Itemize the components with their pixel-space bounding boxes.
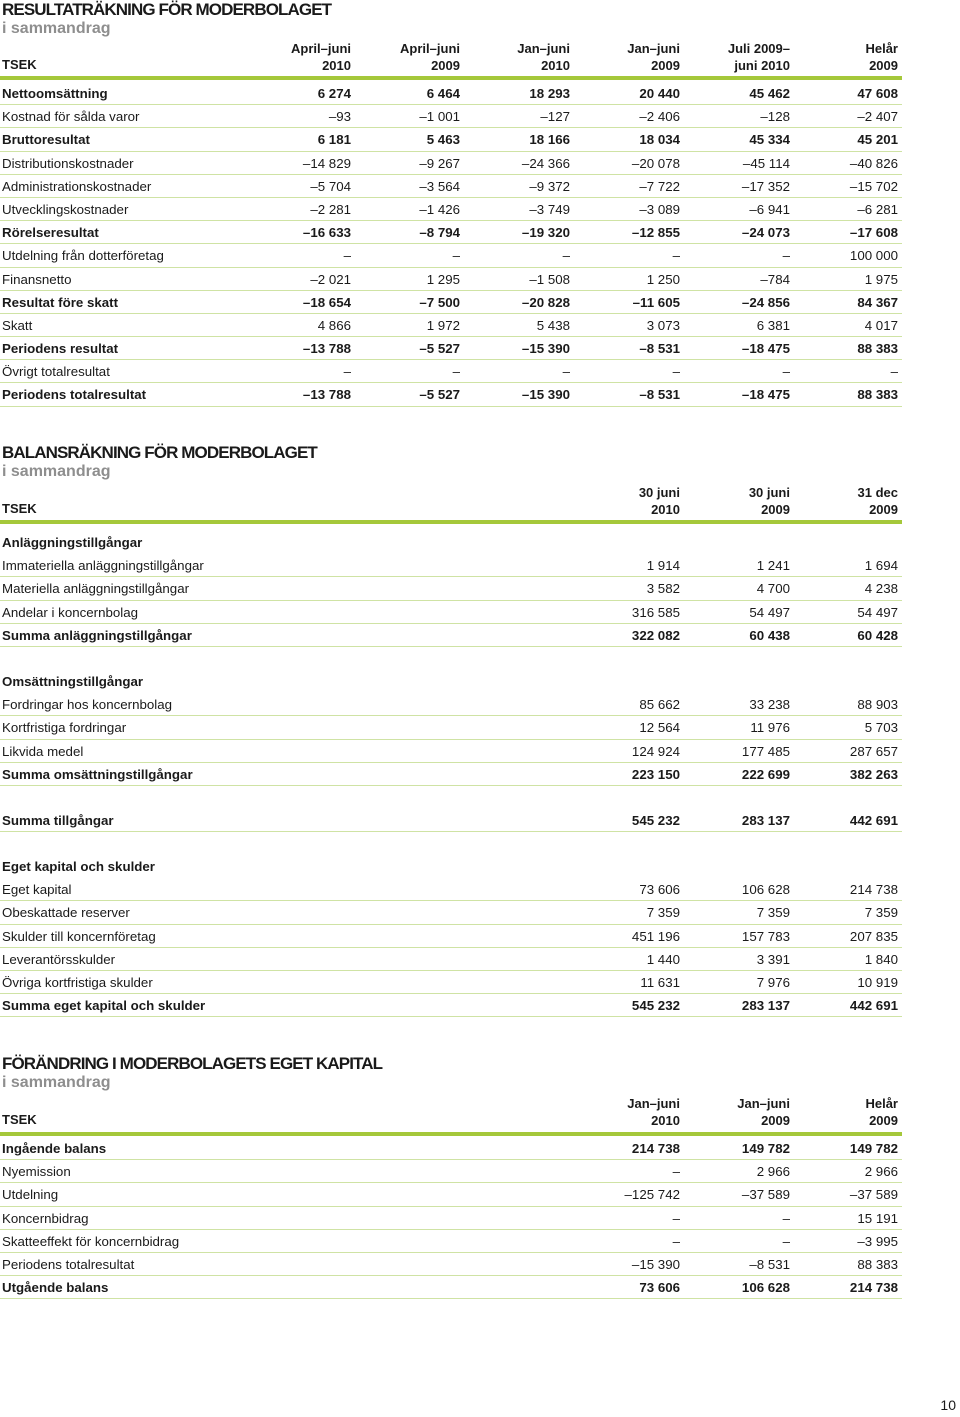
- row-value: 1 975: [864, 271, 898, 287]
- row-label: Rörelseresultat: [2, 225, 99, 241]
- row-value: –93: [328, 109, 351, 125]
- row-value: –15 390: [521, 387, 570, 403]
- column-header-line2: 2009: [869, 1113, 898, 1128]
- row-value: 12 564: [639, 720, 680, 736]
- row-value: –8 794: [419, 225, 460, 241]
- row-value: 124 924: [631, 743, 680, 759]
- row-value: 73 606: [639, 882, 680, 898]
- row-value: 1 241: [756, 558, 790, 574]
- row-label: Utdelning från dotterföretag: [2, 248, 164, 264]
- table-row: [0, 314, 902, 337]
- row-value: –: [782, 1233, 790, 1249]
- table-row: [0, 268, 902, 291]
- row-value: –17 608: [849, 225, 898, 241]
- column-header-line1: Jan–juni: [627, 1096, 680, 1111]
- row-label: Skatt: [2, 317, 33, 333]
- column-header-line2: 2010: [651, 1113, 680, 1128]
- row-value: 88 383: [857, 387, 898, 403]
- row-value: –2 407: [857, 109, 898, 125]
- table-row: [0, 994, 902, 1017]
- row-value: 5 463: [426, 132, 460, 148]
- column-header-2: [350, 40, 460, 74]
- table-row: [0, 577, 902, 600]
- row-value: –: [562, 248, 570, 264]
- table-row: [0, 1207, 902, 1230]
- equity-table: [0, 1137, 902, 1299]
- row-value: –2 281: [310, 201, 351, 217]
- table-row: [0, 1276, 902, 1299]
- column-header-line1: Jan–juni: [627, 41, 680, 56]
- row-value: 7 359: [864, 905, 898, 921]
- row-value: –13 788: [302, 387, 351, 403]
- row-value: 214 738: [849, 1280, 898, 1296]
- column-header-2: [680, 1095, 790, 1129]
- row-label: Summa tillgångar: [2, 812, 114, 828]
- table-row: [0, 198, 902, 221]
- row-value: 1 972: [426, 317, 460, 333]
- column-header-line1: April–juni: [291, 41, 351, 56]
- row-value: 4 866: [317, 317, 351, 333]
- column-header-line2: juni 2010: [734, 58, 790, 73]
- row-value: –: [782, 248, 790, 264]
- table-row: [0, 601, 902, 624]
- row-label: Bruttoresultat: [2, 132, 90, 148]
- row-label: Skatteeffekt för koncernbidrag: [2, 1233, 180, 1249]
- row-value: 1 250: [646, 271, 680, 287]
- row-value: –: [672, 364, 680, 380]
- row-value: 11 631: [640, 975, 680, 990]
- row-value: –15 390: [521, 341, 570, 357]
- row-value: –14 829: [302, 155, 351, 171]
- column-header-line2: 2009: [761, 502, 790, 517]
- row-value: –5 527: [419, 341, 460, 357]
- row-value: 45 462: [749, 86, 790, 101]
- row-value: –7 722: [639, 178, 680, 194]
- row-value: –128: [760, 109, 790, 125]
- row-value: 5 703: [864, 720, 898, 736]
- column-header-line1: Jan–juni: [517, 41, 570, 56]
- row-value: 222 699: [741, 766, 790, 782]
- row-label: Kostnad för sålda varor: [2, 109, 140, 125]
- row-value: –1 001: [419, 109, 460, 125]
- row-label: Övriga kortfristiga skulder: [2, 975, 153, 990]
- row-value: –: [672, 1164, 680, 1180]
- row-value: 6 274: [317, 86, 351, 101]
- row-value: –3 995: [857, 1233, 898, 1249]
- row-value: 85 662: [639, 697, 680, 713]
- row-value: 214 738: [631, 1141, 680, 1156]
- row-value: –: [890, 364, 898, 380]
- row-value: –13 788: [302, 341, 351, 357]
- row-value: 1 694: [864, 558, 898, 574]
- row-value: –2 406: [639, 109, 680, 125]
- column-header-line1: April–juni: [400, 41, 460, 56]
- column-header-1: [570, 1095, 680, 1129]
- group-heading: [0, 670, 902, 693]
- row-value: 7 359: [756, 905, 790, 921]
- row-value: 15 191: [857, 1210, 898, 1226]
- column-header-line2: 2010: [651, 502, 680, 517]
- row-value: 84 367: [857, 294, 898, 310]
- row-value: 18 034: [639, 132, 680, 148]
- row-value: 1 840: [864, 951, 898, 967]
- table-row: [0, 221, 902, 244]
- row-value: 545 232: [631, 812, 680, 828]
- table-row: [0, 1183, 902, 1206]
- row-value: 545 232: [631, 998, 680, 1014]
- tsek-label: TSEK: [2, 1112, 37, 1127]
- row-value: –11 605: [632, 294, 680, 310]
- row-label: Kortfristiga fordringar: [2, 720, 127, 736]
- row-value: –1 426: [419, 201, 460, 217]
- row-value: 5 438: [536, 317, 570, 333]
- row-value: 4 700: [756, 581, 790, 597]
- row-value: –37 589: [849, 1187, 898, 1203]
- row-value: 283 137: [741, 812, 790, 828]
- row-label: Nettoomsättning: [2, 86, 108, 101]
- table-row: [0, 971, 902, 994]
- tsek-label: TSEK: [2, 501, 37, 516]
- column-header-line1: Helår: [865, 41, 898, 56]
- row-value: 1 295: [426, 271, 460, 287]
- column-header-line1: Helår: [865, 1096, 898, 1111]
- income-header-rule: [0, 76, 902, 80]
- balance-title: BALANSRÄKNING FÖR MODERBOLAGET: [2, 443, 317, 462]
- row-value: –: [452, 248, 460, 264]
- row-value: –18 475: [741, 387, 790, 403]
- column-header-line1: 30 juni: [638, 485, 680, 500]
- row-value: –40 826: [849, 155, 898, 171]
- balance-subtitle: i sammandrag: [2, 463, 111, 480]
- row-value: –20 078: [631, 155, 680, 171]
- column-header-1: [570, 484, 680, 518]
- row-value: 442 691: [849, 998, 898, 1014]
- row-value: –9 267: [419, 155, 460, 171]
- row-value: 382 263: [849, 766, 898, 782]
- row-value: –18 475: [741, 341, 790, 357]
- row-label: Administrationskostnader: [2, 178, 152, 194]
- table-row: [0, 1253, 902, 1276]
- column-header-2: [680, 484, 790, 518]
- page-number: 10: [940, 1397, 956, 1413]
- row-value: 223 150: [631, 766, 680, 782]
- row-value: –20 828: [521, 294, 570, 310]
- row-label: Summa omsättningstillgångar: [2, 766, 193, 782]
- group-heading: [0, 531, 902, 554]
- row-label: Eget kapital: [2, 882, 72, 898]
- column-header-1: [241, 40, 351, 74]
- row-value: 7 359: [646, 905, 680, 921]
- row-label: Finansnetto: [2, 271, 72, 287]
- row-label: Periodens totalresultat: [2, 1256, 135, 1272]
- row-value: 88 383: [857, 341, 898, 357]
- tsek-label: TSEK: [2, 57, 37, 72]
- row-value: 2 966: [756, 1164, 790, 1180]
- row-value: 149 782: [741, 1141, 790, 1156]
- row-value: 6 381: [756, 317, 790, 333]
- income-column-header: [0, 40, 902, 76]
- row-label: Materiella anläggningstillgångar: [2, 581, 190, 597]
- row-value: 4 017: [864, 317, 898, 333]
- row-value: –5 704: [310, 178, 351, 194]
- row-value: 214 738: [849, 882, 898, 898]
- row-label: Fordringar hos koncernbolag: [2, 697, 173, 713]
- row-value: –24 366: [521, 155, 570, 171]
- row-label: Övrigt totalresultat: [2, 364, 110, 380]
- table-row: [0, 925, 902, 948]
- row-value: 54 497: [749, 604, 790, 620]
- row-value: 3 582: [646, 581, 680, 597]
- balance-column-header: [0, 484, 902, 520]
- row-label: Nyemission: [2, 1164, 71, 1180]
- row-value: 73 606: [639, 1280, 680, 1296]
- group-heading: [0, 855, 902, 878]
- equity-title: FÖRÄNDRING I MODERBOLAGETS EGET KAPITAL: [2, 1054, 383, 1073]
- row-value: –3 089: [639, 201, 680, 217]
- row-value: –125 742: [624, 1187, 680, 1203]
- row-value: 60 438: [749, 627, 790, 643]
- row-value: 3 073: [646, 317, 680, 333]
- row-label: Resultat före skatt: [2, 294, 119, 310]
- table-row: [0, 740, 902, 763]
- table-row: [0, 152, 902, 175]
- column-header-line2: 2009: [869, 58, 898, 73]
- table-row: [0, 554, 902, 577]
- row-label: Immateriella anläggningstillgångar: [2, 558, 204, 574]
- balance-table: [0, 531, 902, 1017]
- row-value: –: [562, 364, 570, 380]
- column-header-line2: 2009: [431, 58, 460, 73]
- group-heading-label: Eget kapital och skulder: [2, 859, 155, 875]
- row-label: Leverantörsskulder: [2, 951, 116, 967]
- column-header-line2: 2009: [651, 58, 680, 73]
- row-value: –3 564: [419, 178, 460, 194]
- balance-header-rule: [0, 520, 902, 524]
- row-value: –: [672, 248, 680, 264]
- row-value: –: [672, 1210, 680, 1226]
- row-value: –: [782, 1210, 790, 1226]
- equity-header-rule: [0, 1132, 902, 1136]
- row-value: 442 691: [849, 812, 898, 828]
- row-label: Utgående balans: [2, 1280, 109, 1296]
- row-value: –17 352: [741, 178, 790, 194]
- column-header-line2: 2009: [761, 1113, 790, 1128]
- table-row: [0, 1137, 902, 1160]
- column-header-5: [680, 40, 790, 74]
- row-value: 60 428: [857, 627, 898, 643]
- row-label: Likvida medel: [2, 743, 84, 759]
- row-value: 45 201: [857, 132, 898, 148]
- row-value: 45 334: [749, 132, 790, 148]
- row-label: Utvecklingskostnader: [2, 201, 129, 217]
- row-label: Obeskattade reserver: [2, 905, 130, 921]
- row-value: 11 976: [750, 720, 790, 736]
- equity-column-header: [0, 1095, 902, 1131]
- row-value: –3 749: [529, 201, 570, 217]
- table-row: [0, 105, 902, 128]
- table-row: [0, 716, 902, 739]
- row-value: –5 527: [419, 387, 460, 403]
- row-value: 283 137: [741, 998, 790, 1014]
- table-row: [0, 175, 902, 198]
- row-value: 287 657: [849, 743, 898, 759]
- row-value: 7 976: [756, 975, 790, 990]
- row-value: –1 508: [529, 271, 570, 287]
- column-header-line1: Jan–juni: [737, 1096, 790, 1111]
- table-row: [0, 624, 902, 647]
- row-value: –24 856: [741, 294, 790, 310]
- column-header-line1: 30 juni: [748, 485, 790, 500]
- group-spacer: [0, 786, 902, 809]
- row-label: Summa anläggningstillgångar: [2, 627, 192, 643]
- row-value: 207 835: [849, 928, 898, 944]
- row-value: –15 390: [631, 1256, 680, 1272]
- table-row: [0, 878, 902, 901]
- row-value: 1 440: [646, 951, 680, 967]
- income-title: RESULTATRÄKNING FÖR MODERBOLAGET: [2, 0, 332, 19]
- column-header-4: [570, 40, 680, 74]
- row-value: 451 196: [631, 928, 680, 944]
- row-value: –: [782, 364, 790, 380]
- row-value: 106 628: [741, 882, 790, 898]
- row-value: 316 585: [631, 604, 680, 620]
- row-value: –6 941: [749, 201, 790, 217]
- row-value: –127: [540, 109, 570, 125]
- column-header-line2: 2009: [869, 502, 898, 517]
- table-row: [0, 82, 902, 105]
- table-row: [0, 763, 902, 786]
- column-header-3: [788, 484, 898, 518]
- table-row: [0, 244, 902, 267]
- column-header-6: [788, 40, 898, 74]
- row-value: 88 383: [857, 1256, 898, 1272]
- row-value: –8 531: [749, 1256, 790, 1272]
- row-value: –: [343, 248, 351, 264]
- row-label: Andelar i koncernbolag: [2, 604, 139, 620]
- row-value: –6 281: [857, 201, 898, 217]
- row-value: 88 903: [857, 697, 898, 713]
- row-value: 157 783: [741, 928, 790, 944]
- column-header-3: [788, 1095, 898, 1129]
- column-header-line2: 2010: [541, 58, 570, 73]
- table-row: [0, 128, 902, 151]
- income-subtitle: i sammandrag: [2, 20, 111, 37]
- column-header-line1: Juli 2009–: [727, 41, 790, 56]
- table-row: [0, 291, 902, 314]
- row-value: 4 238: [864, 581, 898, 597]
- row-value: 6 464: [426, 86, 460, 101]
- table-row: [0, 809, 902, 832]
- table-row: [0, 383, 902, 406]
- income-table: [0, 82, 902, 407]
- row-value: 177 485: [741, 743, 790, 759]
- row-value: –18 654: [302, 294, 351, 310]
- row-value: –37 589: [741, 1187, 790, 1203]
- column-header-3: [460, 40, 570, 74]
- row-value: 18 166: [529, 132, 570, 148]
- row-value: 33 238: [749, 697, 790, 713]
- row-value: –24 073: [741, 225, 790, 241]
- row-value: –15 702: [849, 178, 898, 194]
- column-header-line2: 2010: [322, 58, 351, 73]
- row-value: –8 531: [639, 387, 680, 403]
- row-value: 100 000: [849, 248, 898, 264]
- row-value: 322 082: [631, 627, 680, 643]
- row-label: Skulder till koncernföretag: [2, 928, 156, 944]
- row-value: 20 440: [639, 86, 680, 101]
- table-row: [0, 1230, 902, 1253]
- row-value: 3 391: [756, 951, 790, 967]
- row-value: 2 966: [864, 1164, 898, 1180]
- row-value: –45 114: [742, 155, 790, 171]
- row-value: –2 021: [310, 271, 351, 287]
- table-row: [0, 1160, 902, 1183]
- group-spacer: [0, 647, 902, 670]
- table-row: [0, 337, 902, 360]
- group-heading-label: Anläggningstillgångar: [2, 535, 143, 550]
- row-label: Ingående balans: [2, 1141, 107, 1156]
- row-label: Distributionskostnader: [2, 155, 134, 171]
- row-value: 10 919: [857, 975, 898, 990]
- row-value: –8 531: [639, 341, 680, 357]
- row-value: 106 628: [741, 1280, 790, 1296]
- row-value: –9 372: [529, 178, 570, 194]
- row-label: Summa eget kapital och skulder: [2, 998, 206, 1014]
- row-value: –12 855: [631, 225, 680, 241]
- row-label: Koncernbidrag: [2, 1210, 89, 1226]
- row-value: –: [343, 364, 351, 380]
- table-row: [0, 901, 902, 924]
- row-label: Periodens totalresultat: [2, 387, 147, 403]
- group-spacer: [0, 832, 902, 855]
- group-heading-label: Omsättningstillgångar: [2, 673, 144, 689]
- row-value: –7 500: [419, 294, 460, 310]
- row-value: 47 608: [857, 86, 898, 101]
- row-value: 6 181: [317, 132, 351, 148]
- equity-subtitle: i sammandrag: [2, 1074, 111, 1091]
- table-row: [0, 948, 902, 971]
- column-header-line1: 31 dec: [857, 485, 898, 500]
- row-value: 149 782: [849, 1141, 898, 1156]
- row-value: 54 497: [857, 604, 898, 620]
- table-row: [0, 360, 902, 383]
- row-value: –16 633: [302, 225, 351, 241]
- row-value: 18 293: [529, 86, 570, 101]
- row-label: Utdelning: [2, 1187, 59, 1203]
- row-value: 1 914: [646, 558, 680, 574]
- row-value: –: [452, 364, 460, 380]
- row-value: –784: [760, 271, 790, 287]
- row-value: –: [672, 1233, 680, 1249]
- row-label: Periodens resultat: [2, 341, 119, 357]
- table-row: [0, 693, 902, 716]
- row-value: –19 320: [521, 225, 570, 241]
